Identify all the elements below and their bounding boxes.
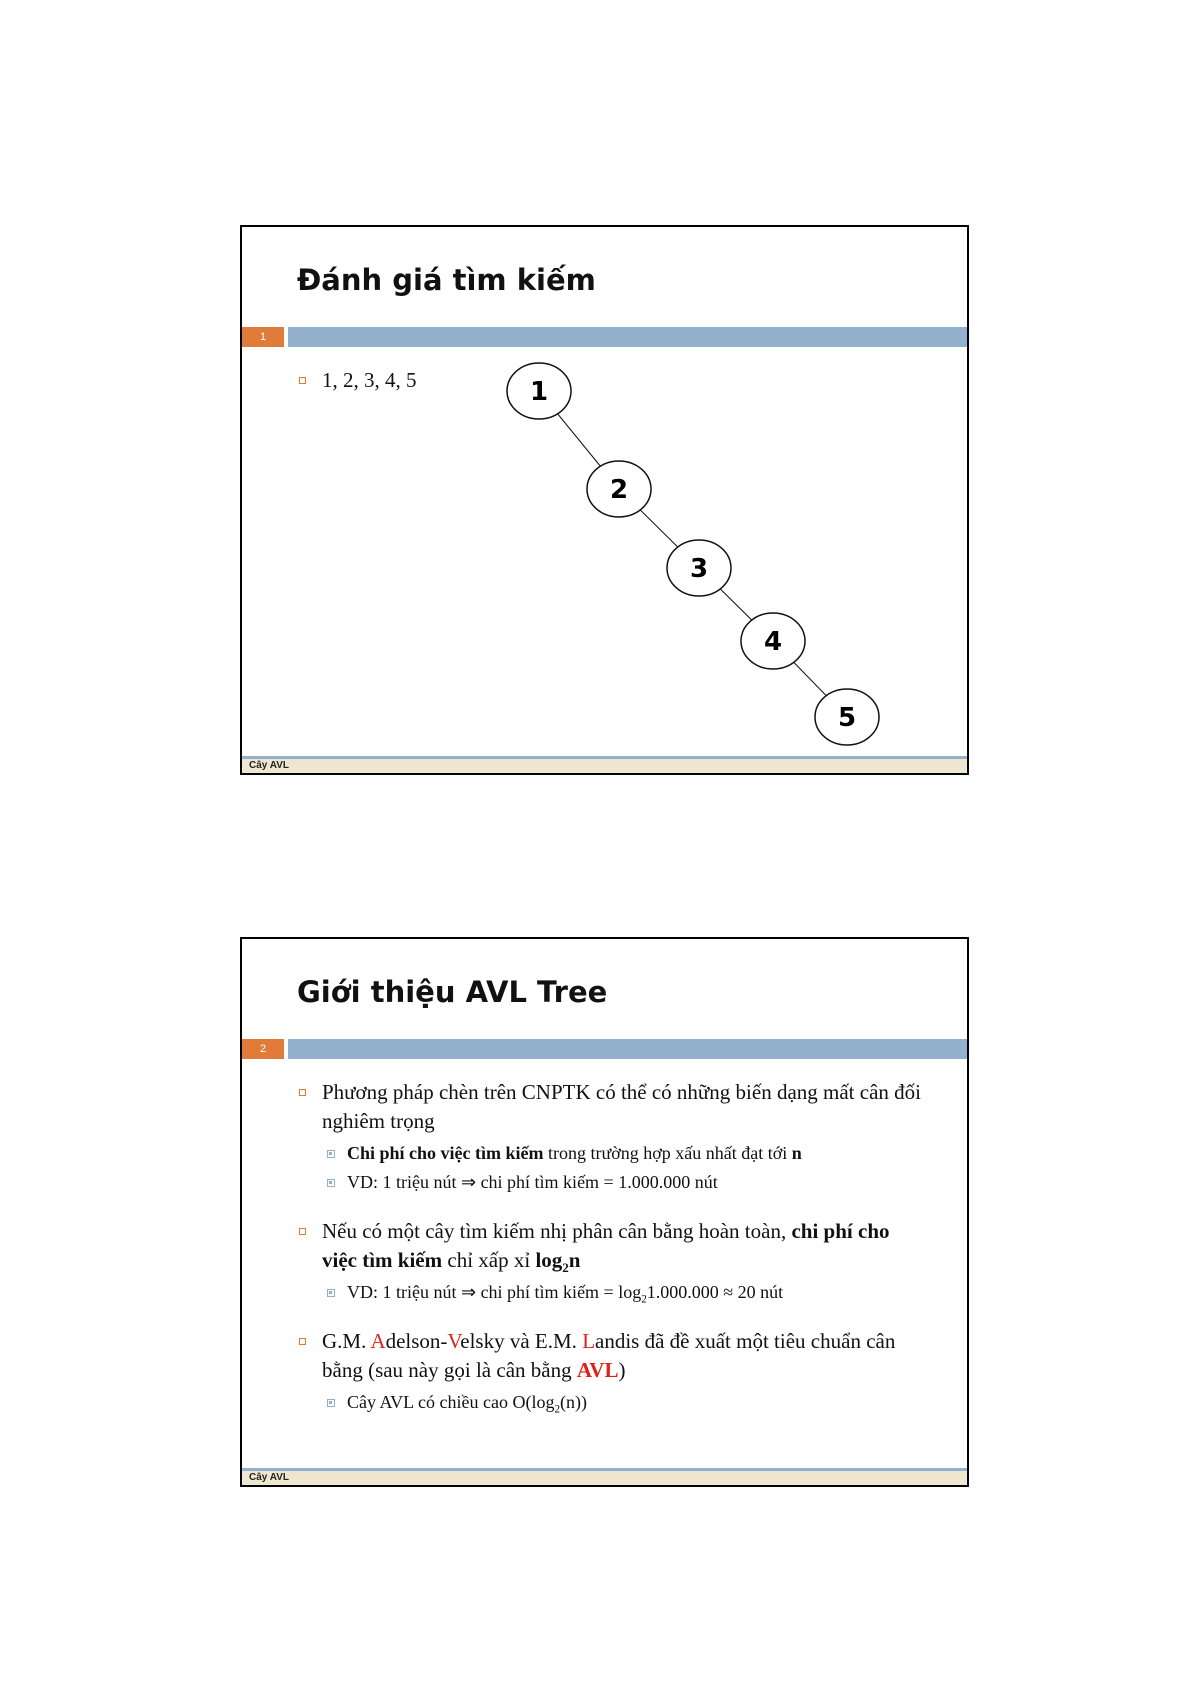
bullet-text: andis đã đề xuất một tiêu chuẩn cân bằng (sau này gọi là cân bằng — [322, 1329, 896, 1382]
highlight-letter: A — [370, 1329, 386, 1353]
square-bullet-icon — [299, 1338, 306, 1345]
bullet-list — [297, 1078, 927, 1417]
tree-node — [587, 461, 651, 517]
sub-text: VD: 1 triệu nút ⇒ chi phí tìm kiếm = log — [347, 1282, 642, 1302]
sub-text: 1.000.000 ≈ 20 nút — [646, 1282, 784, 1302]
sub-text: Cây AVL có chiều cao O(log — [347, 1392, 555, 1412]
log-subscript: 2 — [554, 1403, 561, 1416]
sub-list-item — [322, 1168, 927, 1197]
footer-label: Cây AVL — [249, 1472, 290, 1483]
square-bullet-icon — [299, 1089, 306, 1096]
title-rule — [288, 1039, 967, 1059]
log-text: log — [535, 1248, 563, 1272]
footer-bar — [242, 756, 967, 773]
bold-text: chi phí cho việc tìm kiếm — [322, 1219, 890, 1272]
degenerate-tree-diagram — [242, 227, 967, 773]
bullet-text: elsky và E.M. — [460, 1329, 583, 1353]
sub-text: (n)) — [560, 1392, 588, 1412]
tree-node-label: 4 — [763, 627, 783, 657]
highlight-avl: AVL — [576, 1358, 619, 1382]
tree-node — [507, 363, 571, 419]
square-bullet-icon — [327, 1399, 335, 1407]
log-arg: n — [568, 1248, 581, 1272]
log-subscript: 2 — [641, 1293, 647, 1306]
slide-title: Đánh giá tìm kiếm — [297, 263, 596, 297]
bullet-text: Phương pháp chèn trên CNPTK có thể có những biến dạng mất cân đối nghiêm trọng — [322, 1080, 921, 1133]
tree-node-label: 2 — [609, 475, 629, 505]
bullet-text: G.M. — [322, 1329, 371, 1353]
list-item — [297, 1078, 927, 1197]
sub-list-item — [322, 1278, 927, 1307]
slide-number: 1 — [242, 327, 284, 347]
slide-2 — [240, 937, 969, 1487]
slide-number: 2 — [242, 1039, 284, 1059]
square-bullet-icon — [327, 1179, 335, 1187]
slide-1 — [240, 225, 969, 775]
tree-node-label: 5 — [837, 703, 857, 733]
square-bullet-icon — [299, 1228, 306, 1235]
bullet-text: chỉ xấp xỉ — [442, 1248, 536, 1272]
footer-label: Cây AVL — [249, 760, 290, 771]
bullet-text: delson- — [385, 1329, 448, 1353]
sub-text: VD: 1 triệu nút ⇒ chi phí tìm kiếm = 1.000.000 nút — [347, 1172, 718, 1192]
bullet-text: ) — [618, 1358, 626, 1382]
sub-list — [322, 1139, 927, 1197]
list-item — [297, 1217, 927, 1307]
sub-list — [322, 1388, 927, 1417]
sub-list-item — [322, 1388, 927, 1417]
highlight-letter: L — [582, 1329, 596, 1353]
list-item — [297, 1327, 927, 1417]
tree-node-label: 1 — [529, 377, 549, 407]
bold-text: n — [791, 1143, 802, 1163]
square-bullet-icon — [327, 1150, 335, 1158]
tree-node-label: 3 — [689, 554, 709, 584]
bullet-text: 1, 2, 3, 4, 5 — [322, 368, 417, 392]
square-bullet-icon — [327, 1289, 335, 1297]
bold-text: Chi phí cho việc tìm kiếm — [347, 1143, 544, 1163]
sub-text: trong trường hợp xấu nhất đạt tới — [543, 1143, 792, 1163]
footer-bar — [242, 1468, 967, 1485]
tree-node — [741, 613, 805, 669]
tree-node — [667, 540, 731, 596]
bullet-text: Nếu có một cây tìm kiếm nhị phân cân bằng hoàn toàn, — [322, 1219, 792, 1243]
log-expression — [535, 1248, 581, 1276]
highlight-letter: V — [447, 1329, 461, 1353]
slide-title: Giới thiệu AVL Tree — [297, 975, 608, 1009]
tree-node — [815, 689, 879, 745]
sub-list-item — [322, 1139, 927, 1168]
sub-list — [322, 1278, 927, 1307]
log-subscript: 2 — [562, 1260, 569, 1276]
